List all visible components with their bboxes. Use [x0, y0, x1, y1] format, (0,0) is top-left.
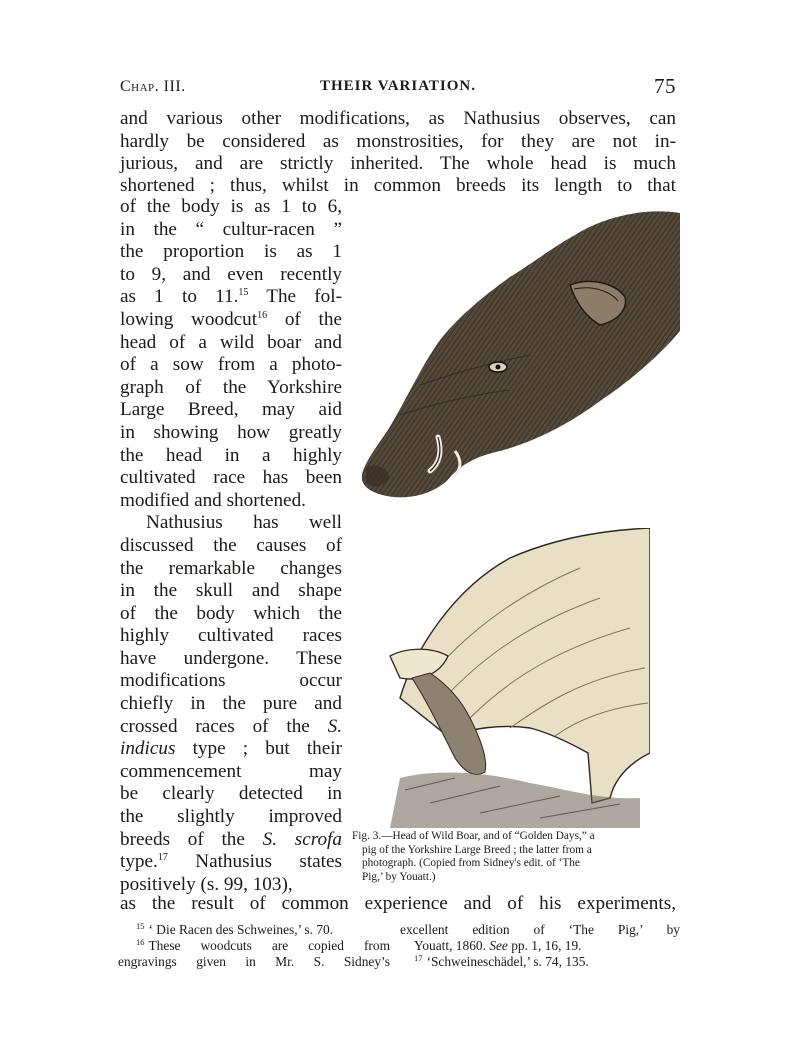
- text-line: positively (s. 99, 103),: [120, 873, 293, 895]
- text-line: indicus type ; but their: [120, 738, 342, 760]
- text-line: commencement may: [120, 760, 342, 782]
- text-line: highly cultivated races: [120, 625, 342, 647]
- footnote-16: $^{16}$ These woodcuts are copied from: [136, 936, 390, 953]
- text-line: the head in a highly: [120, 444, 342, 466]
- text-line: shortened ; thus, whilst in common breeds its length to that: [120, 175, 676, 196]
- text-line: type.$^{17}$ Nathusius states: [120, 851, 342, 873]
- text-line: lowing woodcut$^{16}$ of the: [120, 308, 342, 330]
- caption-line: photograph. (Copied from Sidney's edit. of ‘The: [362, 857, 580, 870]
- text-line: in showing how greatly: [120, 421, 342, 443]
- footnotes-right-column: [400, 922, 680, 969]
- text-line: hardly be considered as monstrosities, for they are not in-: [120, 131, 676, 152]
- text-line: discussed the causes of: [120, 534, 342, 556]
- text-line: cultivated race has been: [120, 467, 342, 489]
- text-line: the slightly improved: [120, 806, 342, 828]
- text-line: chiefly in the pure and: [120, 693, 342, 715]
- running-head: [120, 74, 676, 100]
- text-line: of the body is as 1 to 6,: [120, 196, 342, 217]
- text-line: breeds of the S. scrofa: [120, 828, 342, 850]
- narrow-text-column: [120, 196, 342, 896]
- text-line: as the result of common experience and of his experiments,: [120, 893, 676, 914]
- text-line: modifications occur: [120, 670, 342, 692]
- chapter-label: Chap. III.: [120, 78, 186, 95]
- text-line: jurious, and are strictly inherited. The whole head is much: [120, 153, 676, 174]
- text-line: be clearly detected in: [120, 783, 342, 805]
- footnote-17: $^{17}$ ‘Schweineschädel,’ s. 74, 135.: [414, 952, 589, 969]
- text-line: head of a wild boar and: [120, 331, 342, 353]
- footnote-16-continued: Youatt, 1860. See pp. 1, 16, 19.: [414, 937, 582, 953]
- text-line: have undergone. These: [120, 647, 342, 669]
- text-line: of the body which the: [120, 602, 342, 624]
- caption-line: Fig. 3.—Head of Wild Boar, and of “Golden Days,” a: [352, 830, 595, 842]
- text-line: graph of the Yorkshire: [120, 376, 342, 398]
- caption-line: Pig,’ by Youatt.): [362, 870, 436, 883]
- footnote-ref-15[interactable]: 15: [238, 287, 249, 299]
- running-title: THEIR VARIATION.: [319, 78, 477, 94]
- footnote-15: $^{15}$ ‘ Die Racen des Schweines,’ s. 70.: [136, 921, 334, 937]
- figure-caption: [352, 830, 678, 884]
- footnotes-left-column: [118, 922, 390, 969]
- text-line: the remarkable changes: [120, 557, 342, 579]
- wild-boar-head-illustration: [360, 205, 680, 510]
- yorkshire-sow-illustration: [360, 528, 650, 828]
- footnote-16-continued: engravings given in Mr. S. Sidney’s: [118, 953, 390, 969]
- text-line: crossed races of the S.: [120, 715, 342, 737]
- text-line: in the “ cultur-racen ”: [120, 218, 342, 240]
- text-line: Large Breed, may aid: [120, 399, 342, 421]
- text-line: in the skull and shape: [120, 580, 342, 602]
- footnote-ref-16[interactable]: 16: [257, 309, 268, 321]
- text-line: as 1 to 11.15 The fol-: [120, 286, 342, 308]
- text-line: to 9, and even recently: [120, 263, 342, 285]
- text-line: the proportion is as 1: [120, 241, 342, 263]
- footnote-ref-17[interactable]: 17: [157, 852, 168, 864]
- page-number: 75: [654, 74, 676, 98]
- caption-line: pig of the Yorkshire Large Breed ; the latter from a: [362, 843, 592, 856]
- text-line: and various other modifications, as Nathusius observes, can: [120, 108, 676, 129]
- text-line: of a sow from a photo-: [120, 354, 342, 376]
- text-line: modified and shortened.: [120, 489, 306, 511]
- footnote-16-continued: excellent edition of ‘The Pig,’ by: [400, 922, 680, 937]
- paragraph-start: Nathusius has well: [146, 512, 342, 534]
